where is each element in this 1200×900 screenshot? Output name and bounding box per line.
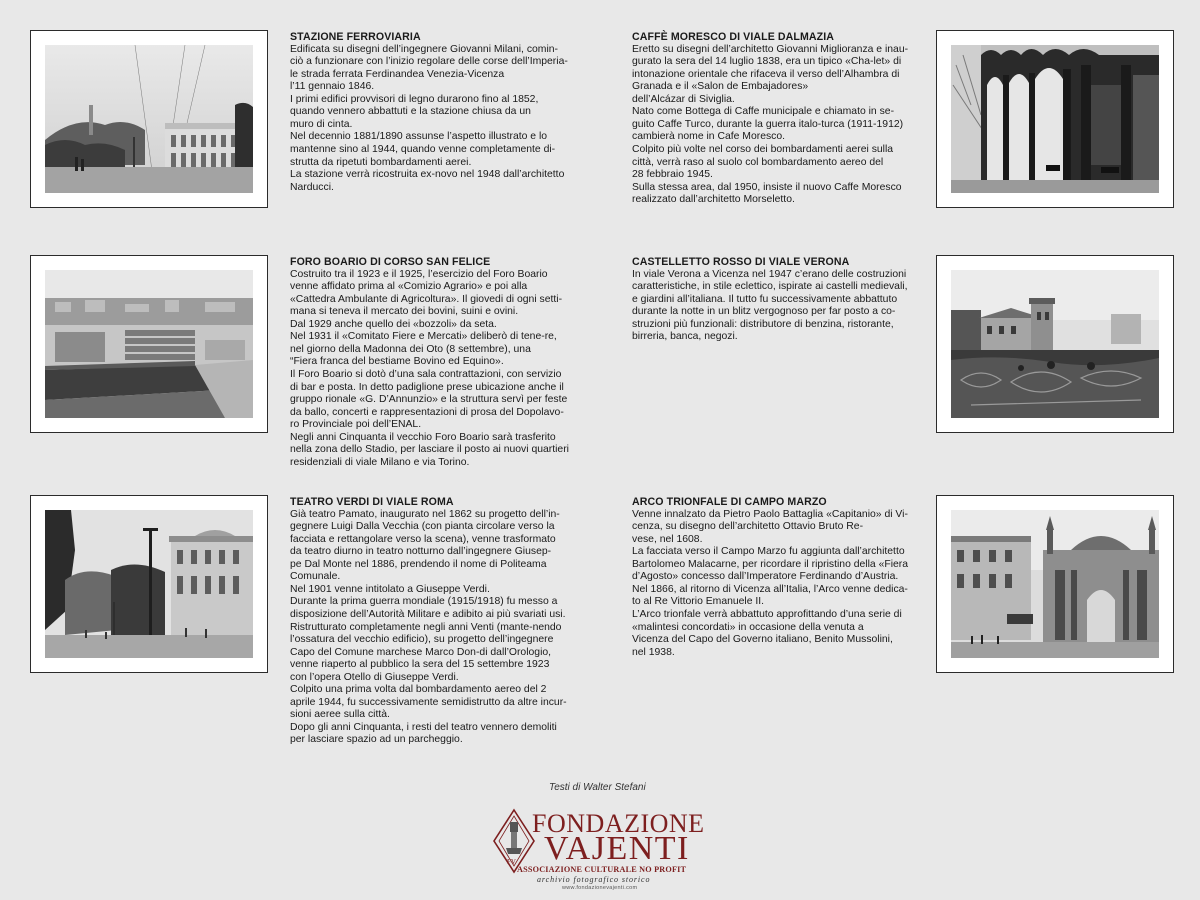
text-line: intonazione orientale che rifaceva il verso dell’Alhambra di — [632, 68, 900, 80]
text-line: Colpito più volte nel corso dei bombardamenti aerei sulla — [632, 143, 894, 155]
text-line: In viale Verona a Vicenza nel 1947 c’erano delle costruzioni — [632, 268, 907, 280]
text-line: quando vennero abbattuti e la stazione chiusa da un — [290, 106, 531, 118]
text-line: pe Dal Monte nel 1886, prendendo il nome di Politeama — [290, 558, 547, 570]
text-line: Edificata su disegni dell’ingegnere Giovanni Milani, comin- — [290, 43, 558, 55]
text-line: dell’Alcázar di Siviglia. — [632, 93, 735, 105]
photo-frame-stazione — [30, 30, 268, 208]
text-line: nel 1938. — [632, 646, 675, 658]
logo-subtitle: archivio fotografico storico — [537, 875, 651, 884]
text-line: di bar e posta. In detto padiglione prese ubicazione anche il — [290, 381, 564, 393]
text-line: muro di cinta. — [290, 118, 353, 130]
text-line: caratteristiche, in stile eclettico, ispirate ai castelli medievali, — [632, 281, 908, 293]
section-title: CAFFÈ MORESCO DI VIALE DALMAZIA — [632, 31, 835, 43]
text-line: I primi edifici provvisori di legno durarono fino al 1852, — [290, 93, 539, 105]
text-line: aprile 1944, fu successivamente semidistrutto da altre incur- — [290, 696, 567, 708]
text-line: «Cattedra Ambulante di Agricoltura». Il giovedi di ogni setti- — [290, 293, 563, 305]
text-line: Nel 1901 venne intitolato a Giuseppe Verdi. — [290, 583, 490, 595]
text-line: nella zona dello Stadio, per lasciare il posto ai nuovi quartieri — [290, 444, 569, 456]
text-line: «malintesi concordati» in occasione della venuta a — [632, 621, 864, 633]
text-line: Capo del Comune marchese Marco Don-di dall’Orologio, — [290, 646, 552, 658]
photo-frame-caffe-moresco — [936, 30, 1174, 208]
text-line: residenziali di viale Milano e via Torino. — [290, 456, 470, 468]
moorish-cafe-photo — [951, 45, 1159, 193]
author-credit: Testi di Walter Stefani — [549, 782, 646, 793]
text-line: Già teatro Pamato, inaugurato nel 1862 su progetto dell’in- — [290, 508, 560, 520]
section-teatro-verdi — [290, 496, 576, 747]
verdi-theatre-photo — [45, 510, 253, 658]
text-line: L’Arco trionfale verrà abbattuto approfittando d’una serie di — [632, 608, 902, 620]
text-line: Durante la prima guerra mondiale (1915/1918) fu messo a — [290, 596, 558, 608]
section-title: TEATRO VERDI DI VIALE ROMA — [290, 496, 454, 508]
cattle-market-photo — [45, 270, 253, 418]
text-line: gegnere Luigi Dalla Vecchia (con pianta circolare verso la — [290, 521, 555, 533]
text-line: Nel 1866, al ritorno di Vicenza all’Italia, l’Arco venne dedica- — [632, 583, 908, 595]
photo-frame-arco-trionfale — [936, 495, 1174, 673]
text-line: cambierà nome in Cafe Moresco. — [632, 131, 786, 143]
text-line: Nel decennio 1881/1890 assunse l’aspetto illustrato e lo — [290, 131, 548, 143]
logo-name-line1: FONDAZIONE — [532, 809, 705, 838]
text-line: realizzato dall’architetto Morseletto. — [632, 194, 795, 206]
text-line: venne affidato prima al «Comizio Agrario» e poi alla — [290, 281, 528, 293]
text-line: Eretto su disegni dell’architetto Giovanni Miglioranza e inau- — [632, 43, 909, 55]
logo-name-line2: VAJENTI — [544, 830, 690, 867]
section-caffe-moresco — [632, 31, 918, 207]
emblem-monogram: FV — [507, 858, 516, 866]
section-title: STAZIONE FERROVIARIA — [290, 31, 421, 43]
logo-association: ASSOCIAZIONE CULTURALE NO PROFIT — [517, 865, 687, 874]
text-line: gurato la sera del 14 luglio 1838, era un tipico «Cha-let» di — [632, 56, 902, 68]
text-line: gruppo rionale «G. D’Annunzio» e la struttura servì per feste — [290, 394, 568, 406]
text-line: Colpito una prima volta dal bombardamento aereo del 2 — [290, 684, 547, 696]
text-line: Granada e il «Salon de Embajadores» — [632, 81, 809, 93]
text-line: Sulla stessa area, dal 1950, insiste il nuovo Caffe Moresco — [632, 181, 902, 193]
text-line: Dal 1929 anche quello dei «bozzoli» da seta. — [290, 318, 497, 330]
text-line: durante la notte in un blitz vergognoso per far posto a co- — [632, 306, 896, 318]
text-line: l’11 gennaio 1846. — [290, 81, 375, 93]
text-line: l’ossatura del vecchio edificio), su progetto dell’ingegnere — [290, 634, 554, 646]
section-title: FORO BOARIO DI CORSO SAN FELICE — [290, 256, 491, 268]
text-line: guito Caffe Turco, durante la guerra italo-turca (1911-1912) — [632, 118, 904, 130]
text-line: e giardini all’italiana. Il tutto fu successivamente abbattuto — [632, 293, 898, 305]
section-title: ARCO TRIONFALE DI CAMPO MARZO — [632, 496, 827, 508]
text-line: nel giorno della Madonna dei Oto (8 settembre), una — [290, 343, 531, 355]
text-line: struzioni più funzionali: distributore di benzina, ristorante, — [632, 318, 894, 330]
text-line: mana si teneva il mercato dei bovini, suini e ovini. — [290, 306, 519, 318]
section-title: CASTELLETTO ROSSO DI VIALE VERONA — [632, 256, 850, 268]
text-line: sioni aeree sulla città. — [290, 709, 390, 721]
photo-frame-teatro-verdi — [30, 495, 268, 673]
railway-station-photo — [45, 45, 253, 193]
text-line: Comunale. — [290, 571, 341, 583]
text-line: Nel 1931 il «Comitato Fiere e Mercati» deliberò di tene-re, — [290, 331, 557, 343]
photo-frame-foro-boario — [30, 255, 268, 433]
text-line: ciò a funzionare con l’inizio regolare delle corse dell’Imperia- — [290, 56, 568, 68]
text-line: da teatro diurno in teatro notturno dall’ingegnere Giusep- — [290, 546, 552, 558]
text-line: ro Provinciale poi dell’ENAL. — [290, 419, 422, 431]
text-line: disposizione dell’Autorità Militare e adibito ai più svariati usi. — [290, 608, 566, 620]
text-line: La facciata verso il Campo Marzo fu aggiunta dall’architetto — [632, 546, 905, 558]
text-line: Venne innalzato da Pietro Paolo Battaglia «Capitanio» di Vi- — [632, 508, 908, 520]
text-line: cenza, su disegno dell’architetto Ottavio Bruto Re- — [632, 521, 864, 533]
text-line: Nato come Bottega di Caffe municipale e chiamato in se- — [632, 106, 895, 118]
text-line: venne riaperto al pubblico la sera del 15 settembre 1923 — [290, 659, 550, 671]
text-line: Costruito tra il 1923 e il 1925, l’esercizio del Foro Boario — [290, 268, 548, 280]
text-line: Il Foro Boario si dotò d’una sala contrattazioni, con servizio — [290, 368, 562, 380]
photo-frame-castelletto-rosso — [936, 255, 1174, 433]
text-line: Bartolomeo Malacarne, per ricordare il ripristino della «Fiera — [632, 558, 909, 570]
red-castle-photo — [951, 270, 1159, 418]
text-line: Dopo gli anni Cinquanta, i resti del teatro vennero demoliti — [290, 721, 557, 733]
text-line: per lasciare spazio ad un parcheggio. — [290, 734, 463, 746]
triumphal-arch-photo — [951, 510, 1159, 658]
section-foro-boario — [290, 256, 576, 469]
text-line: facciata e rettangolare verso la scena), venne trasformato — [290, 533, 556, 545]
logo-url: www.fondazionevajenti.com — [562, 885, 638, 891]
text-line: Negli anni Cinquanta il vecchio Foro Boario sarà trasferito — [290, 431, 556, 443]
text-line: le strada ferrata Ferdinandea Venezia-Vicenza — [290, 68, 505, 80]
text-line: con l’opera Otello di Giuseppe Verdi. — [290, 671, 459, 683]
text-line: strutta da ripetuti bombardamenti aerei. — [290, 156, 472, 168]
text-line: Ristrutturato completamente negli anni Venti (mante-nendo — [290, 621, 562, 633]
text-line: d’Agosto» concesso dall’Imperatore Ferdinando d’Austria. — [632, 571, 899, 583]
section-castelletto-rosso — [632, 256, 918, 344]
text-line: La stazione verrà ricostruita ex-novo nel 1948 dall’architetto — [290, 169, 565, 181]
text-line: mantenne sino al 1944, quando venne completamente di- — [290, 143, 556, 155]
section-arco-trionfale — [632, 496, 918, 659]
text-line: to al Re Vittorio Emanuele II. — [632, 596, 765, 608]
fondazione-vajenti-logo — [492, 808, 705, 894]
text-line: Vicenza del Capo del Governo italiano, Benito Mussolini, — [632, 634, 893, 646]
text-line: “Fiera franca del bestiame Bovino ed Equino». — [290, 356, 504, 368]
text-line: birreria, banca, negozi. — [632, 331, 738, 343]
section-stazione — [290, 31, 576, 194]
text-line: città, verrà raso al suolo col bombardamento aereo del — [632, 156, 884, 168]
text-line: Narducci. — [290, 181, 334, 193]
text-line: vese, nel 1608. — [632, 533, 703, 545]
text-line: da ballo, concerti e rappresentazioni di prosa del Dopolavo- — [290, 406, 564, 418]
text-line: 28 febbraio 1945. — [632, 169, 713, 181]
